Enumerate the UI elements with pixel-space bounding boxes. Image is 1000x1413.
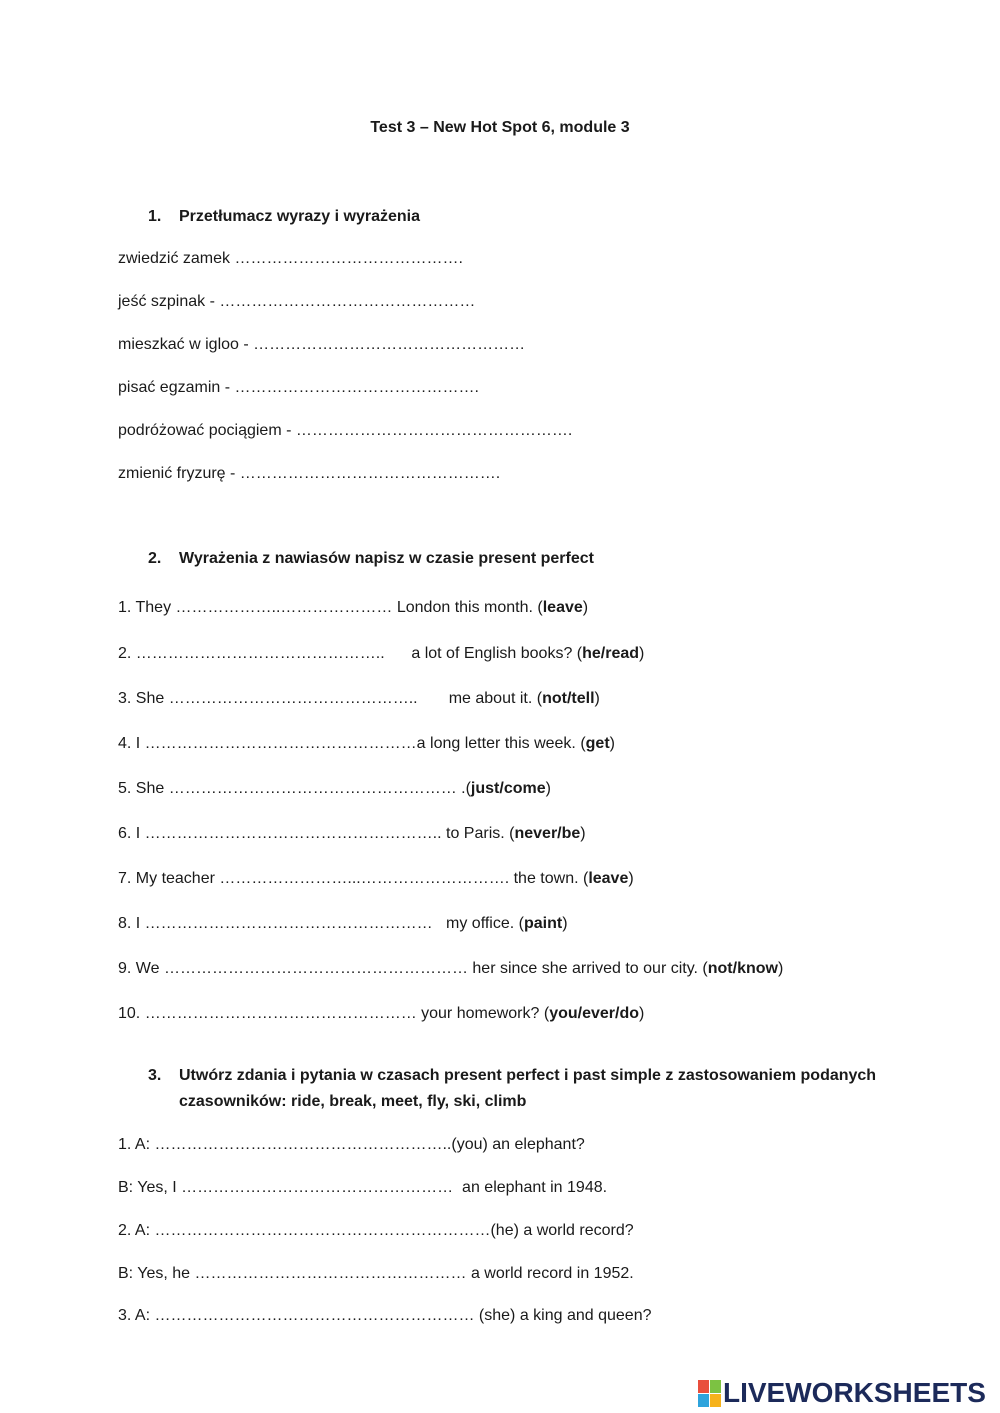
s3-item-5[interactable]: 3. A: …………………………………………………… (she) a king and queen? — [118, 1307, 652, 1324]
section-3-number: 3. — [148, 1067, 162, 1084]
s1-item-6[interactable]: zmienić fryzurę - …………………………………………. — [118, 465, 501, 482]
s2-hint: you/ever/do — [549, 1005, 639, 1022]
section-2-heading-text: Wyrażenia z nawiasów napisz w czasie present perfect — [179, 550, 594, 567]
section-2-number: 2. — [148, 550, 162, 567]
s2-item-8[interactable] — [118, 914, 568, 934]
s2-text: 10. …………………………………………… your homework? ( — [118, 1005, 550, 1022]
s2-hint: just/come — [470, 780, 546, 797]
s3-item-3[interactable]: 2. A: ………………………………………………………(he) a world record? — [118, 1222, 634, 1239]
s3-item-4[interactable]: B: Yes, he …………………………………………… a world record in 1952. — [118, 1265, 634, 1282]
s2-text: 5. She ……………………………………………… .( — [118, 780, 471, 797]
s2-text: 3. She ……………………………………….. me about it. ( — [118, 690, 543, 707]
s2-text: 7. My teacher ……………………...………………………. the town. ( — [118, 870, 589, 887]
s1-item-3[interactable]: mieszkać w igloo - …………………………………………… — [118, 336, 526, 353]
s2-item-4[interactable] — [118, 734, 615, 754]
s2-hint: get — [585, 735, 610, 752]
s2-text: 6. I ……………………………………………….. to Paris. ( — [118, 825, 515, 842]
section-3-heading — [148, 1063, 899, 1115]
s2-hint: paint — [523, 915, 563, 932]
s2-item-1[interactable] — [118, 598, 588, 618]
s2-text: 4. I ……………………………………………a long letter this week. ( — [118, 735, 586, 752]
s3-item-1[interactable]: 1. A: ………………………………………………..(you) an elephant? — [118, 1136, 585, 1153]
s2-hint: never/be — [514, 825, 581, 842]
s2-end: ) — [777, 960, 784, 977]
s2-end: ) — [628, 870, 634, 887]
s2-hint: leave — [588, 870, 629, 887]
liveworksheets-logo-text: LIVEWORKSHEETS — [723, 1377, 986, 1408]
s2-hint: he/read — [582, 645, 640, 662]
s2-hint: not/know — [707, 960, 778, 977]
s2-item-10[interactable] — [118, 1004, 644, 1024]
s2-end: ) — [594, 690, 600, 707]
s2-end: ) — [582, 599, 589, 616]
s2-text: 9. We ………………………………………………… her since she arrived to our city. ( — [118, 960, 708, 977]
section-2-heading — [148, 546, 899, 572]
s3-item-2[interactable]: B: Yes, I …………………………………………… an elephant in 1948. — [118, 1179, 608, 1196]
s2-item-6[interactable] — [118, 824, 586, 844]
s2-text: 8. I ……………………………………………… my office. ( — [118, 915, 524, 932]
s2-text: 1. They ………………..………………… London this month. ( — [118, 599, 543, 616]
s2-end: ) — [639, 1005, 645, 1022]
s2-item-9[interactable] — [118, 959, 783, 979]
s2-end: ) — [639, 645, 645, 662]
s2-text: 2. ……………………………………….. a lot of English books? ( — [118, 645, 583, 662]
s2-end: ) — [609, 735, 615, 752]
s1-item-2[interactable]: jeść szpinak - ………………………………………… — [118, 293, 476, 310]
liveworksheets-logo — [698, 1378, 986, 1408]
s2-item-3[interactable] — [118, 689, 600, 709]
section-1-heading-text: Przetłumacz wyrazy i wyrażenia — [179, 208, 420, 225]
s2-item-7[interactable] — [118, 869, 634, 889]
section-1-heading — [148, 204, 899, 230]
liveworksheets-logo-icon — [698, 1380, 720, 1406]
section-1-number: 1. — [148, 208, 162, 225]
s2-item-5[interactable] — [118, 779, 551, 799]
s1-item-4[interactable]: pisać egzamin - ………………………………………. — [118, 379, 479, 396]
page-title: Test 3 – New Hot Spot 6, module 3 — [370, 119, 630, 136]
s2-end: ) — [562, 915, 568, 932]
s1-item-1[interactable]: zwiedzić zamek ……………………………………. — [118, 250, 463, 267]
s2-end: ) — [545, 780, 551, 797]
s1-item-5[interactable]: podróżować pociągiem - ……………………………………………. — [118, 422, 573, 439]
s2-end: ) — [580, 825, 586, 842]
s2-hint: not/tell — [542, 690, 595, 707]
s2-item-2[interactable] — [118, 644, 644, 664]
s2-hint: leave — [542, 599, 583, 616]
section-3-heading-text: Utwórz zdania i pytania w czasach present perfect i past simple z zastosowaniem podanych czasowników: ride, break, meet, fly, ski, climb — [179, 1067, 877, 1110]
